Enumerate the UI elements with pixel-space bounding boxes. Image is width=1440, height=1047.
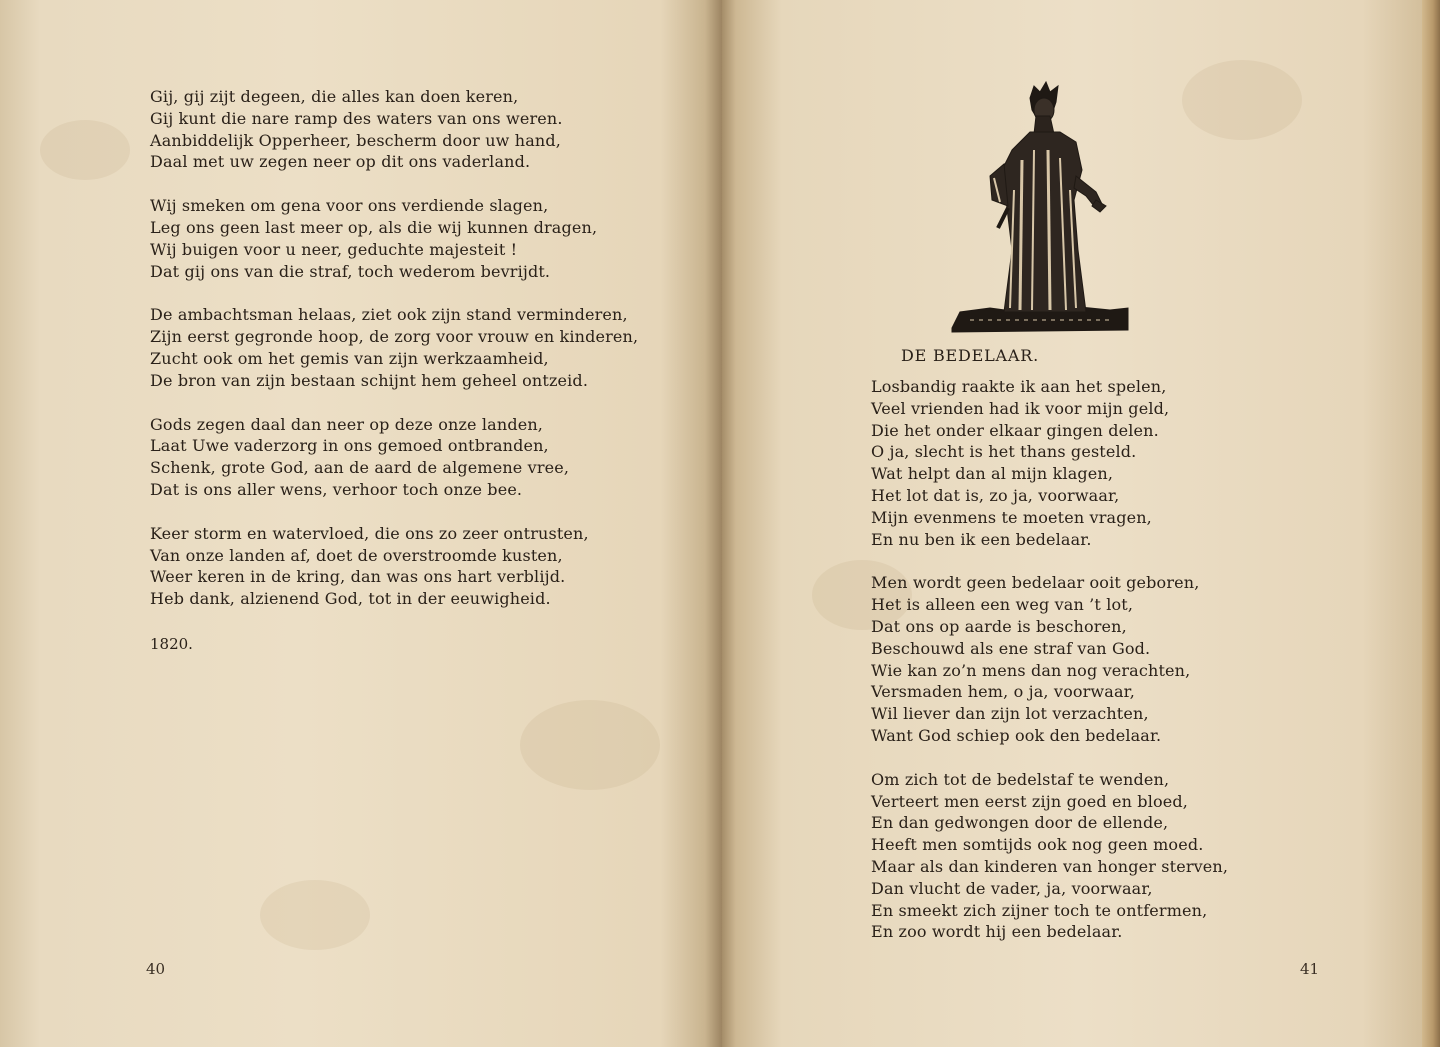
poem-line: Om zich tot de bedelstaf te wenden, — [871, 769, 1170, 789]
poem-line: De bron van zijn bestaan schijnt hem geheel ontzeid. — [150, 370, 589, 390]
poem-year: 1820. — [150, 635, 193, 653]
poem-line: Gods zegen daal dan neer op deze onze landen, — [150, 414, 544, 434]
poem-line: Men wordt geen bedelaar ooit geboren, — [871, 573, 1200, 593]
poem-line: Wij buigen voor u neer, geduchte majesteit ! — [150, 239, 518, 259]
poem-line: Het lot dat is, zo ja, voorwaar, — [871, 485, 1120, 505]
poem-line: Weer keren in de kring, dan was ons hart verblijd. — [150, 567, 566, 587]
paper-stain — [520, 700, 660, 790]
poem-line: Wie kan zo’n mens dan nog verachten, — [871, 660, 1191, 680]
poem-line: En nu ben ik een bedelaar. — [871, 529, 1092, 549]
poem-line: De ambachtsman helaas, ziet ook zijn stand verminderen, — [150, 305, 628, 325]
page-edge — [1422, 0, 1440, 1047]
poem-line: Wil liever dan zijn lot verzachten, — [871, 704, 1149, 724]
paper-stain — [1182, 60, 1302, 140]
poem-line: O ja, slecht is het thans gesteld. — [871, 442, 1137, 462]
poem-line: Losbandig raakte ik aan het spelen, — [871, 377, 1167, 396]
poem-line: En dan gedwongen door de ellende, — [871, 813, 1169, 833]
stanza — [150, 414, 710, 501]
poem-line: Het is alleen een weg van ’t lot, — [871, 595, 1134, 615]
poem-line: Schenk, grote God, aan de aard de algemene vree, — [150, 458, 570, 478]
stanza — [871, 376, 1391, 550]
poem-line: Dan vlucht de vader, ja, voorwaar, — [871, 878, 1153, 898]
stanza — [150, 304, 710, 391]
poem-line: Heb dank, alzienend God, tot in der eeuwigheid. — [150, 589, 551, 609]
stanza — [150, 195, 710, 282]
poem-line: Versmaden hem, o ja, voorwaar, — [871, 682, 1135, 702]
poem-line: Mijn evenmens te moeten vragen, — [871, 507, 1152, 527]
poem-line: Zijn eerst gegronde hoop, de zorg voor vrouw en kinderen, — [150, 327, 639, 347]
poem-line: Veel vrienden had ik voor mijn geld, — [871, 398, 1170, 418]
poem-line: Aanbiddelijk Opperheer, bescherm door uw hand, — [150, 130, 561, 150]
poem-line: Daal met uw zegen neer op dit ons vaderland. — [150, 152, 531, 172]
poem-line: Maar als dan kinderen van honger sterven, — [871, 856, 1229, 876]
poem-line: Die het onder elkaar gingen delen. — [871, 420, 1159, 440]
poem-line: Dat is ons aller wens, verhoor toch onze bee. — [150, 479, 523, 499]
poem-line: Gij kunt die nare ramp des waters van ons weren. — [150, 108, 563, 128]
right-poem — [871, 376, 1391, 965]
poem-line: En smeekt zich zijner toch te ontfermen, — [871, 900, 1208, 920]
poem-line: Want God schiep ook den bedelaar. — [871, 725, 1162, 745]
poem-line: Wij smeken om gena voor ons verdiende slagen, — [150, 196, 549, 216]
poem-line: Van onze landen af, doet de overstroomde kusten, — [150, 545, 563, 565]
poem-line: Verteert men eerst zijn goed en bloed, — [871, 791, 1188, 811]
stanza — [871, 769, 1391, 943]
poem-line: Laat Uwe vaderzorg in ons gemoed ontbranden, — [150, 436, 549, 456]
left-poem — [150, 86, 710, 632]
poem-line: Leg ons geen last meer op, als die wij kunnen dragen, — [150, 217, 598, 237]
stanza — [871, 572, 1391, 746]
poem-line: Beschouwd als ene straf van God. — [871, 638, 1151, 658]
beggar-woodcut-illustration — [950, 80, 1130, 335]
paper-stain — [40, 120, 130, 180]
poem-line: Heeft men somtijds ook nog geen moed. — [871, 835, 1204, 855]
poem-line: En zoo wordt hij een bedelaar. — [871, 922, 1123, 942]
poem-line: Wat helpt dan al mijn klagen, — [871, 464, 1114, 484]
poem-line: Gij, gij zijt degeen, die alles kan doen keren, — [150, 87, 519, 106]
stanza — [150, 523, 710, 610]
page-number-right: 41 — [1300, 960, 1320, 978]
stanza — [150, 86, 710, 173]
poem-title: DE BEDELAAR. — [900, 346, 1039, 365]
poem-line: Dat gij ons van die straf, toch wederom bevrijdt. — [150, 261, 551, 281]
poem-line: Keer storm en watervloed, die ons zo zeer ontrusten, — [150, 523, 589, 543]
poem-line: Dat ons op aarde is beschoren, — [871, 616, 1127, 636]
paper-stain — [260, 880, 370, 950]
poem-line: Zucht ook om het gemis van zijn werkzaamheid, — [150, 348, 549, 368]
page-number-left: 40 — [146, 960, 166, 978]
